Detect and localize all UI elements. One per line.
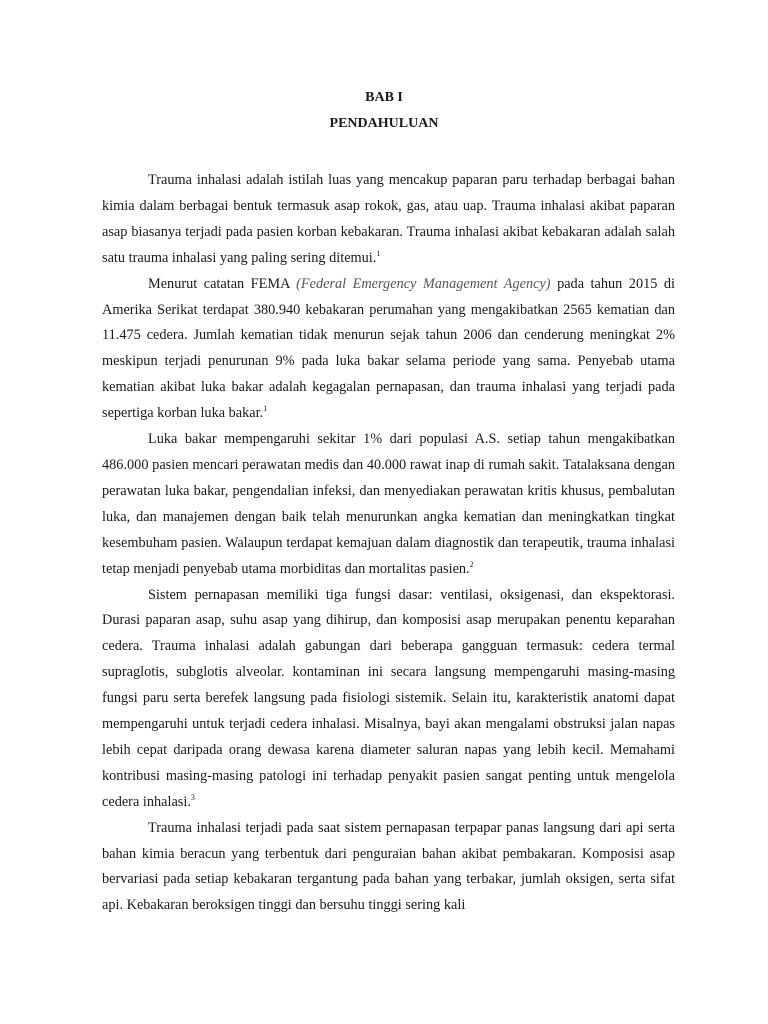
chapter-title: PENDAHULUAN	[329, 116, 439, 131]
document-body	[102, 168, 675, 919]
paragraph-2	[102, 272, 675, 427]
paragraph-3	[102, 427, 675, 582]
paragraph-1	[102, 168, 675, 272]
paragraph-4	[102, 583, 675, 816]
fema-full-name: (Federal Emergency Management Agency)	[296, 275, 551, 292]
citation-2: 1	[263, 404, 268, 414]
citation-1: 1	[376, 248, 381, 258]
paragraph-4-text: Sistem pernapasan memiliki tiga fungsi dasar: ventilasi, oksigenasi, dan ekspektorasi. Durasi paparan asap, suhu asap yang dihirup, dan komposisi asap merupakan penentu keparahan cedera. Trauma inhalasi adalah gabungan dari beberapa gangguan termasuk: cedera termal supraglotis, subglotis alveolar. kontaminan ini secara langsung mempengaruhi masing-masing fungsi paru serta berefek langsung pada fisiologi sistemik. Selain itu, karakteristik anatomi dapat mempengaruhi untuk terjadi cedera inhalasi. Misalnya, bayi akan mengalami obstruksi jalan napas lebih cepat daripada orang dewasa karena diameter saluran napas yang lebih kecil. Memahami kontribusi masing-masing patologi ini terhadap penyakit pasien sangat penting untuk mengelola cedera inhalasi.	[102, 586, 675, 810]
citation-4: 3	[190, 792, 195, 802]
chapter-label: BAB I	[365, 90, 403, 105]
paragraph-1-text: Trauma inhalasi adalah istilah luas yang mencakup paparan paru terhadap berbagai bahan kimia dalam berbagai bentuk termasuk asap rokok, gas, atau uap. Trauma inhalasi akibat paparan asap biasanya terjadi pada pasien korban kebakaran. Trauma inhalasi akibat kebakaran adalah salah satu trauma inhalasi yang paling sering ditemui.	[102, 172, 675, 266]
paragraph-3-text: Luka bakar mempengaruhi sekitar 1% dari populasi A.S. setiap tahun mengakibatkan 486.000 pasien mencari perawatan medis dan 40.000 rawat inap di rumah sakit. Tatalaksana dengan perawatan luka bakar, pengendalian infeksi, dan menyediakan perawatan kritis khusus, pembalutan luka, dan manajemen dengan baik telah menurunkan angka kematian dan meningkatkan tingkat kesembuham pasien. Walaupun terdapat kemajuan dalam diagnostik dan terapeutik, trauma inhalasi tetap menjadi penyebab utama morbiditas dan mortalitas pasien.	[102, 431, 675, 577]
paragraph-5-text: Trauma inhalasi terjadi pada saat sistem pernapasan terpapar panas langsung dari api serta bahan kimia beracun yang terbentuk dari penguraian bahan akibat pembakaran. Komposisi asap bervariasi pada setiap kebakaran tergantung pada bahan yang terbakar, jumlah oksigen, serta sifat api. Kebakaran beroksigen tinggi dan bersuhu tinggi sering kali	[102, 819, 675, 914]
paragraph-5	[102, 816, 675, 920]
paragraph-2-text: pada tahun 2015 di Amerika Serikat terdapat 380.940 kebakaran perumahan yang mengakibatkan 2565 kematian dan 11.475 cedera. Jumlah kematian tidak menurun sejak tahun 2006 dan cenderung meningkat 2% meskipun terjadi penurunan 9% pada luka bakar selama periode yang sama. Penyebab utama kematian akibat luka bakar adalah kegagalan pernapasan, dan trauma inhalasi yang terjadi pada sepertiga korban luka bakar.	[102, 275, 675, 422]
paragraph-2-intro: Menurut catatan FEMA	[148, 275, 297, 292]
citation-3: 2	[469, 559, 474, 569]
